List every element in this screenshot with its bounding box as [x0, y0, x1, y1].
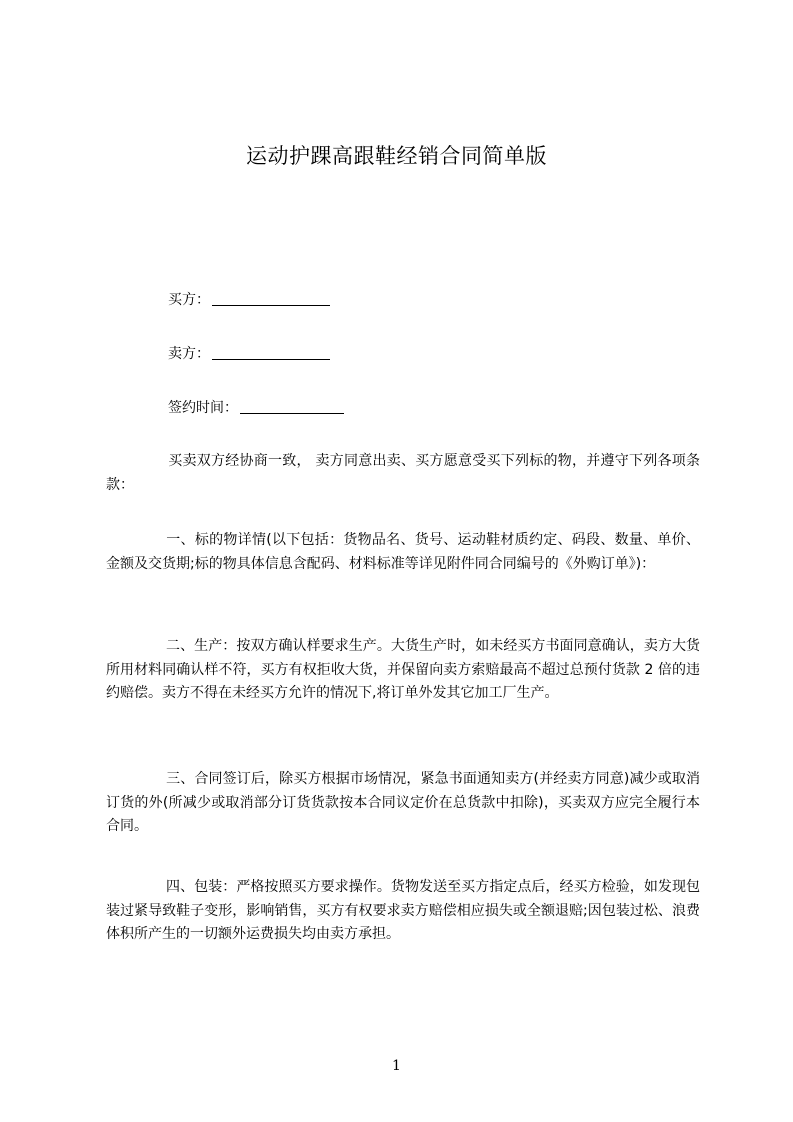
seller-blank-line: [212, 344, 330, 360]
seller-field: [168, 344, 330, 364]
clause-paragraph: [106, 768, 700, 839]
buyer-blank-line: [212, 290, 330, 306]
intro-text: 买卖双方经协商一致， 卖方同意出卖、买方愿意受买下列标的物，并遵守下列各项条款：: [106, 453, 700, 493]
clause-2-text: 二、生产：按双方确认样要求生产。大货生产时，如未经买方书面同意确认，卖方大货所用材料同确认样不符，买方有权拒收大货，并保留向卖方索赔最高不超过总预付货款 2 倍的违约赔偿。卖方不得在未经买方允许的情况下,将订单外发其它加工厂生产。: [106, 638, 700, 701]
seller-label: 卖方：: [168, 346, 210, 362]
clause-4-text: 四、包装：严格按照买方要求操作。货物发送至买方指定点后，经买方检验，如发现包装过紧导致鞋子变形，影响销售，买方有权要求卖方赔偿相应损失或全额退赔;因包装过松、浪费体积所产生的一切额外运费损失均由卖方承担。: [106, 879, 700, 942]
clause-paragraph: [106, 635, 700, 706]
intro-paragraph: [106, 450, 700, 497]
buyer-field: [168, 290, 330, 310]
document-title: 运动护踝高跟鞋经销合同简单版: [246, 144, 547, 168]
page-number: 1: [392, 1058, 401, 1074]
clause-paragraph: [106, 529, 700, 576]
date-label: 签约时间：: [168, 400, 238, 416]
clause-paragraph: [106, 876, 700, 947]
date-blank-line: [240, 398, 344, 414]
date-field: [168, 398, 344, 418]
clause-3-text: 三、合同签订后，除买方根据市场情况，紧急书面通知卖方(并经卖方同意)减少或取消订货的外(所减少或取消部分订货货款按本合同议定价在总货款中扣除)，买卖双方应完全履行本合同。: [106, 771, 700, 834]
buyer-label: 买方：: [168, 292, 210, 308]
clause-1-text: 一、标的物详情(以下包括：货物品名、货号、运动鞋材质约定、码段、数量、单价、金额及交货期;标的物具体信息含配码、材料标准等详见附件同合同编号的《外购订单》)：: [106, 532, 700, 572]
